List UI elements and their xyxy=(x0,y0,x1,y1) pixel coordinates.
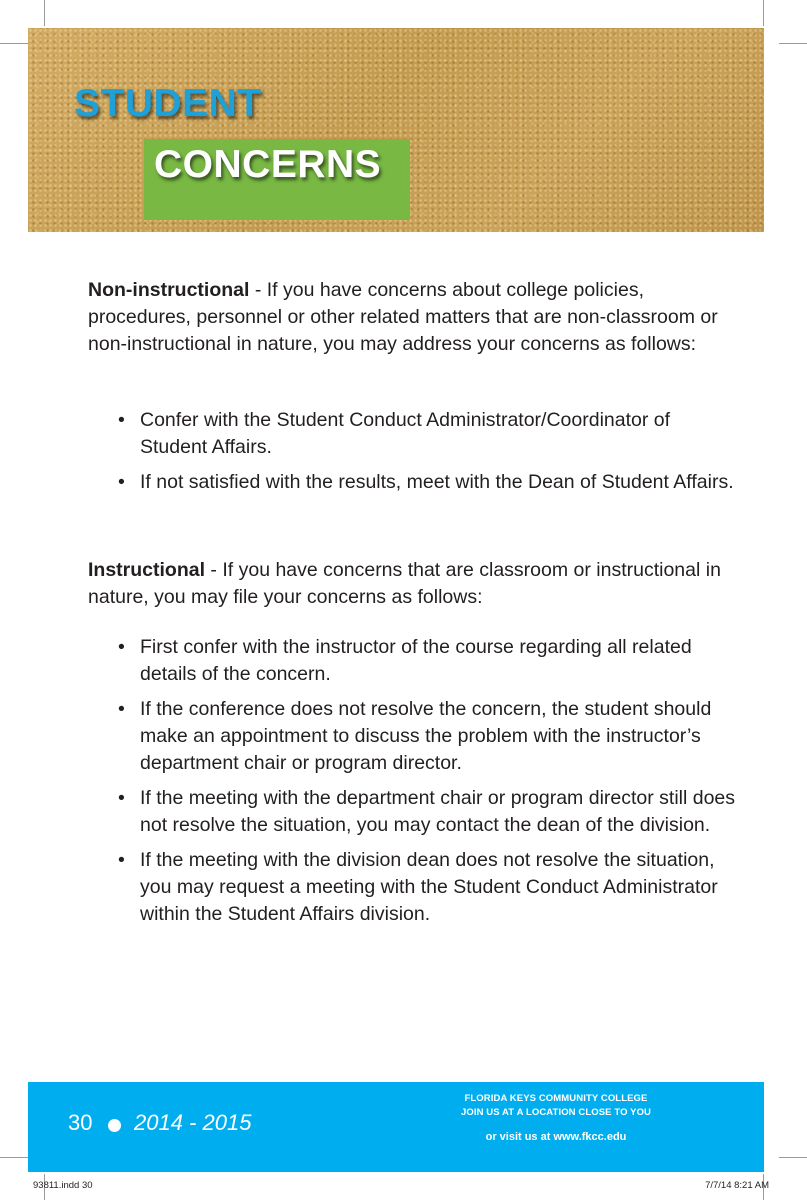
list-item xyxy=(112,847,738,928)
instructional-paragraph xyxy=(88,557,738,611)
bullet: • xyxy=(118,471,125,493)
list-item-text: First confer with the instructor of the course regarding all related details of the concern. xyxy=(140,636,692,685)
slug-file-name: 93811.indd 30 xyxy=(33,1180,93,1191)
crop-mark xyxy=(779,1157,807,1158)
college-website-link[interactable]: or visit us at www.fkcc.edu xyxy=(485,1131,627,1143)
non-instructional-list xyxy=(112,407,738,504)
page-number: 30 xyxy=(68,1110,93,1135)
college-name: FLORIDA KEYS COMMUNITY COLLEGE xyxy=(464,1093,648,1104)
crop-mark xyxy=(44,0,45,26)
list-item-text: If the meeting with the department chair or program director still does not resolve the situation, you may contact the dean of the division. xyxy=(140,787,736,836)
year-range: 2014 - 2015 xyxy=(134,1110,252,1135)
bullet: • xyxy=(118,698,125,720)
list-item-text: If the meeting with the division dean does not resolve the situation, you may request a meeting with the Student Conduct Administrator within the Student Affairs division. xyxy=(140,849,718,925)
bullet: • xyxy=(118,636,125,658)
crop-mark xyxy=(0,43,28,44)
list-item-text: Confer with the Student Conduct Administrator/Coordinator of Student Affairs. xyxy=(140,409,671,458)
list-item xyxy=(112,696,738,777)
non-instructional-heading: Non-instructional xyxy=(88,279,250,301)
non-instructional-paragraph xyxy=(88,277,738,358)
list-item xyxy=(112,469,738,496)
separator-dot-icon xyxy=(108,1119,121,1132)
crop-mark xyxy=(0,1157,28,1158)
instructional-list xyxy=(112,634,738,936)
college-tagline: JOIN US AT A LOCATION CLOSE TO YOU xyxy=(460,1107,652,1118)
bullet: • xyxy=(118,787,125,809)
instructional-intro: - If you have concerns that are classroom or instructional in nature, you may file your concerns as follows: xyxy=(88,559,721,608)
non-instructional-intro: - If you have concerns about college policies, procedures, personnel or other related matters that are non-classroom or non-instructional in nature, you may address your concerns as follows: xyxy=(88,279,718,355)
bullet: • xyxy=(118,849,125,871)
crop-mark xyxy=(779,43,807,44)
list-item-text: If the conference does not resolve the concern, the student should make an appointment to discuss the problem with the instructor’s department chair or program director. xyxy=(140,698,712,774)
footer-college-info xyxy=(436,1092,676,1144)
crop-mark xyxy=(763,0,764,26)
list-item xyxy=(112,407,738,461)
page-title-line2: CONCERNS xyxy=(154,143,382,186)
instructional-heading: Instructional xyxy=(88,559,206,581)
page-title-line1: STUDENT xyxy=(74,82,262,125)
list-item-text: If not satisfied with the results, meet with the Dean of Student Affairs. xyxy=(140,471,734,493)
bullet: • xyxy=(118,409,125,431)
footer-bar xyxy=(28,1082,764,1172)
list-item xyxy=(112,785,738,839)
list-item xyxy=(112,634,738,688)
slug-datetime: 7/7/14 8:21 AM xyxy=(705,1180,769,1191)
